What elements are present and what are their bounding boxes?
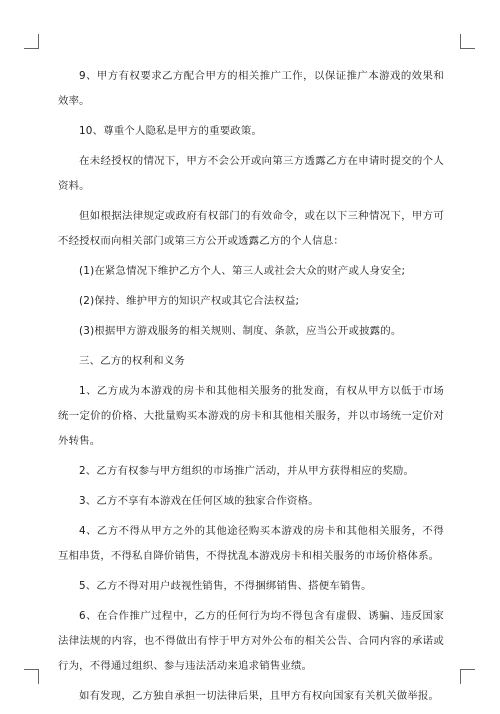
clause-9: 9、甲方有权要求乙方配合甲方的相关推广工作，以保证推广本游戏的效果和效率。 [58, 70, 444, 107]
crop-mark-bottom-left [24, 669, 39, 684]
liability-paragraph: 如有发现，乙方独自承担一切法律后果，且甲方有权向国家有关机关做举报。 [79, 690, 440, 702]
section-heading: 三、乙方的权利和义务 [79, 355, 185, 367]
disclosure-item-3: (3)根据甲方游戏服务的相关规则、制度、条款，应当公开或披露的。 [79, 325, 402, 337]
party-b-clause-4: 4、乙方不得从甲方之外的其他途径购买本游戏的房卡和其他相关服务，不得互相串货，不得私自降价销售，不得扰乱本游戏房卡和相关服务的市场价格体系。 [58, 525, 444, 562]
party-b-clause-3: 3、乙方不享有本游戏在任何区域的独家合作资格。 [79, 495, 319, 507]
document-body [58, 64, 444, 714]
privacy-paragraph: 在未经授权的情况下，甲方不会公开或向第三方透露乙方在申请时提交的个人资料。 [58, 155, 444, 192]
crop-mark-top-left [24, 34, 39, 49]
disclosure-item-2: (2)保持、维护甲方的知识产权或其它合法权益; [79, 295, 300, 307]
disclosure-item-1: (1)在紧急情况下维护乙方个人、第三人或社会大众的财产或人身安全; [79, 265, 406, 277]
party-b-clause-1: 1、乙方成为本游戏的房卡和其他相关服务的批发商，有权从甲方以低于市场统一定价的价格、大批量购买本游戏的房卡和其他相关服务，并以市场统一定价对外转售。 [58, 385, 444, 447]
party-b-clause-2: 2、乙方有权参与甲方组织的市场推广活动，并从甲方获得相应的奖励。 [79, 465, 415, 477]
clause-10: 10、尊重个人隐私是甲方的重要政策。 [79, 125, 263, 137]
crop-mark-top-right [460, 34, 475, 49]
crop-mark-bottom-right [460, 669, 475, 684]
party-b-clause-5: 5、乙方不得对用户歧视性销售，不得捆绑销售、搭便车销售。 [79, 580, 372, 592]
party-b-clause-6: 6、在合作推广过程中，乙方的任何行为均不得包含有虚假、诱骗、违反国家法律法规的内容，也不得做出有悖于甲方对外公布的相关公告、合同内容的承诺或行为，不得通过组织、参与违法活动来追求销售业绩。 [58, 610, 444, 672]
disclosure-paragraph: 但如根据法律规定或政府有权部门的有效命令，或在以下三种情况下，甲方可不经授权而向相关部门或第三方公开或透露乙方的个人信息： [58, 210, 444, 247]
